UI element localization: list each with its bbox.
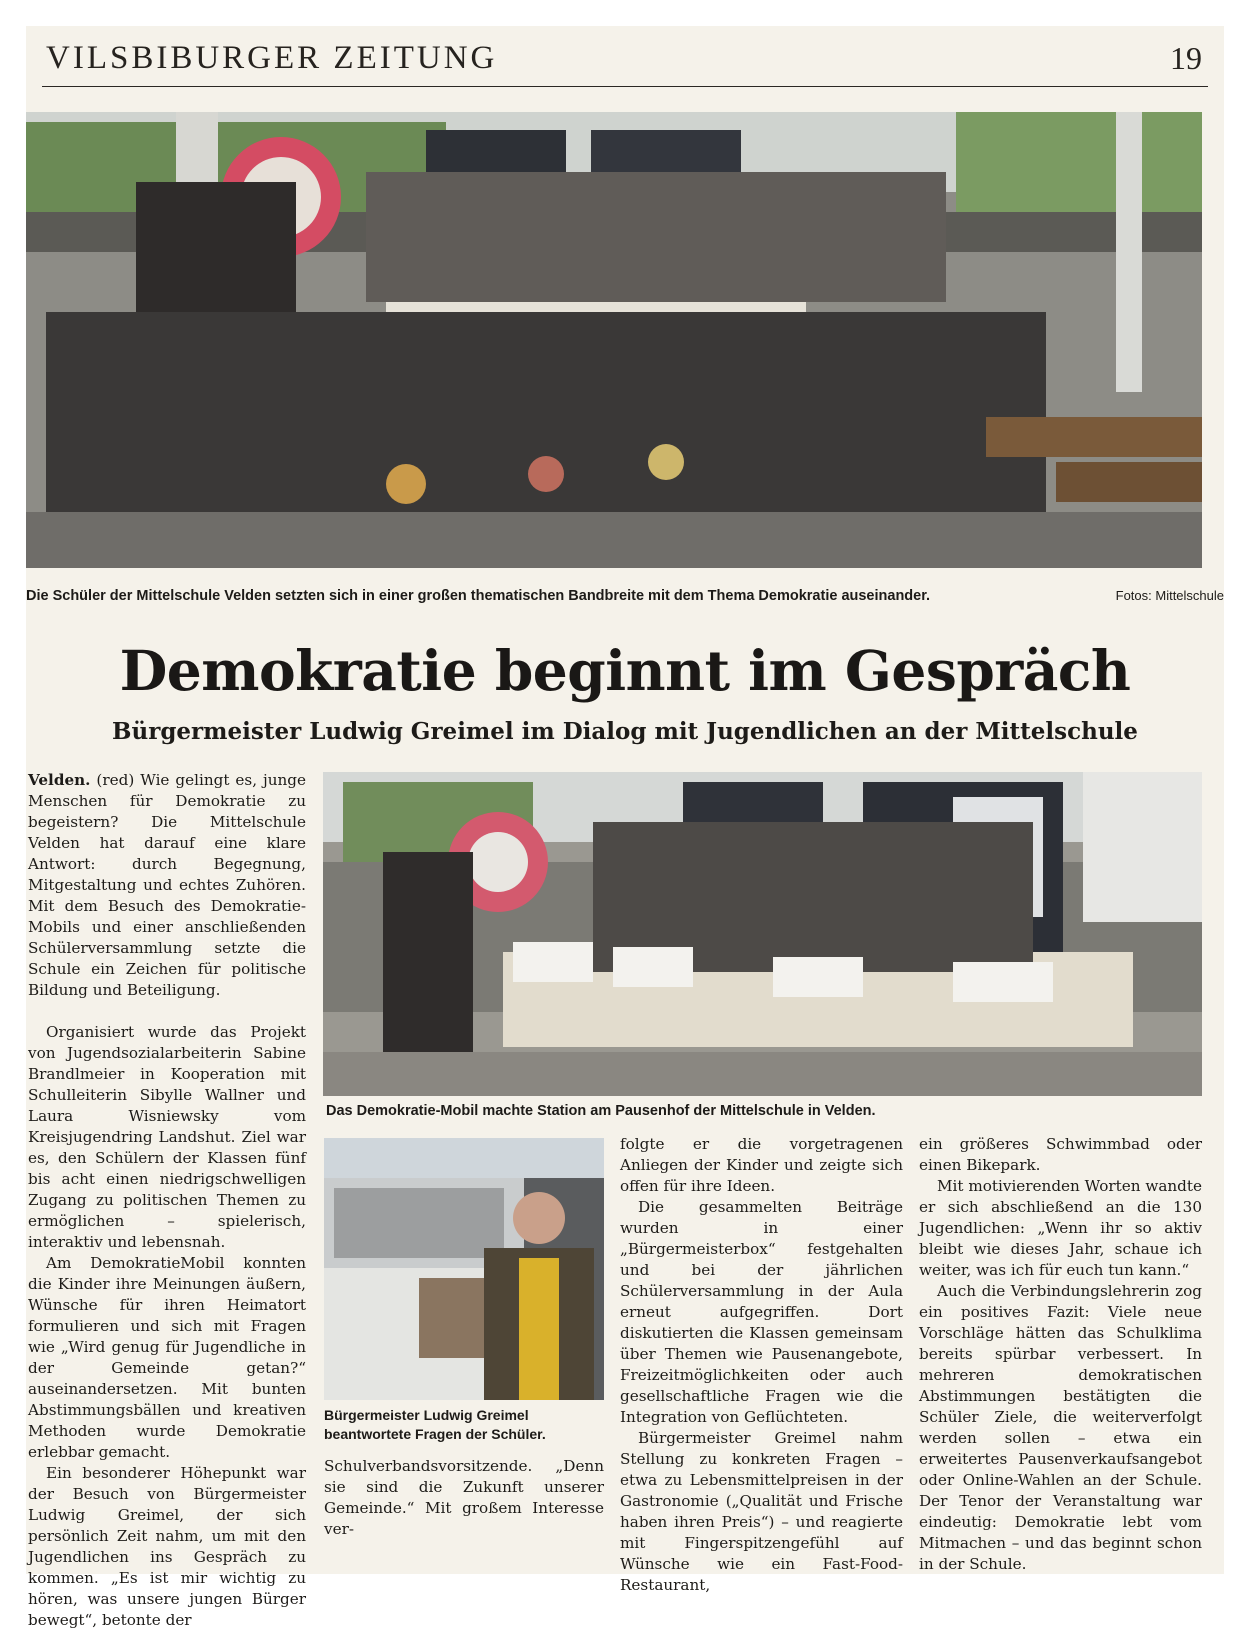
article-paragraph: Ein besonderer Höhepunkt war der Besuch von Bürgermeister Ludwig Greimel, der sich persönlich Zeit nahm, um mit den Jugendlichen ins Gespräch zu kommen. „Es ist mir wichtig zu hören, was unsere jungen Bürger bewegt“, betonte der	[28, 1464, 306, 1629]
article-paragraph: Mit motivierenden Worten wandte er sich abschließend an die 130 Jugendlichen: „Wenn ihr so aktiv bleibt wie dieses Jahr, schaue ich weiter, was ich für euch tun kann.“	[919, 1177, 1202, 1279]
article-paragraph: Am DemokratieMobil konnten die Kinder ihre Meinungen äußern, Wünsche für ihren Heimatort formulieren und sich mit Fragen wie „Wird genug für Jugendliche in der Gemeinde getan?“ auseinandersetzen. Mit bunten Abstimmungsbällen und kreativen Methoden wurde Demokratie erlebbar gemacht.	[28, 1254, 306, 1461]
article-subheadline: Bürgermeister Ludwig Greimel im Dialog mit Jugendlichen an der Mittelschule	[112, 718, 1138, 745]
mayor-photo	[324, 1138, 604, 1400]
page-number: 19	[1170, 40, 1202, 76]
article-paragraph: Die gesammelten Beiträge wurden in einer „Bürgermeisterbox“ festgehalten und bei der jährlichen Schülerversammlung in der Aula erneut aufgegriffen. Dort diskutierten die Klassen gemeinsam über Themen wie Pausenangebote, Freizeitmöglichkeiten oder auch gesellschaftliche Fragen wie die Integration von Geflüchteten.	[620, 1198, 903, 1426]
top-group-photo	[26, 112, 1202, 568]
middle-photo-caption: Das Demokratie-Mobil machte Station am Pausenhof der Mittelschule in Velden.	[326, 1103, 876, 1119]
demokratie-mobil-photo	[323, 772, 1202, 1096]
article-column-4	[919, 1134, 1202, 1573]
photo-credit: Fotos: Mittelschule	[1115, 588, 1224, 603]
article-paragraph: Auch die Verbindungslehrerin zog ein positives Fazit: Viele neue Vorschläge hätten das Schulklima bereits spürbar verbessert. In mehreren demokratischen Abstimmungen bestätigten die Schüler Ziele, die weiterverfolgt werden sollen – etwa ein erweitertes Pausenverkaufsangebot oder Online-Wahlen an der Schule. Der Tenor der Veranstaltung war eindeutig: Demokratie lebt vom Mitmachen – und das beginnt schon in der Schule.	[919, 1282, 1202, 1573]
newspaper-name: VILSBIBURGER ZEITUNG	[46, 40, 498, 76]
newspaper-page	[26, 26, 1224, 1629]
masthead	[42, 34, 1208, 87]
article-paragraph: Schulverbandsvorsitzende. „Denn sie sind die Zukunft unserer Gemeinde.“ Mit großem Interesse ver-	[324, 1457, 604, 1538]
article-paragraph: ein größeres Schwimmbad oder einen Bikepark.	[919, 1135, 1202, 1174]
article-headline: Demokratie beginnt im Gespräch	[119, 638, 1131, 703]
top-photo-caption: Die Schüler der Mittelschule Velden setzten sich in einer großen thematischen Bandbreite mit dem Thema Demokratie auseinander.	[26, 588, 931, 604]
article-paragraph: folgte er die vorgetragenen Anliegen der Kinder und zeigte sich offen für ihre Ideen.	[620, 1135, 903, 1195]
mayor-photo-caption: Bürgermeister Ludwig Greimel beantwortete Fragen der Schüler.	[324, 1407, 546, 1442]
article-paragraph: Velden. (red) Wie gelingt es, junge Menschen für Demokratie zu begeistern? Die Mittelschule Velden hat darauf eine klare Antwort: durch Begegnung, Mitgestaltung und echtes Zuhören. Mit dem Besuch des Demokratie-Mobils und einer anschließenden Schülerversammlung setzte die Schule ein Zeichen für politische Bildung und Beteiligung.	[28, 771, 306, 999]
article-paragraph: Bürgermeister Greimel nahm Stellung zu konkreten Fragen – etwa zu Lebensmittelpreisen in der Gastronomie („Qualität und Frische haben ihren Preis“) – und reagierte mit Fingerspitzengefühl auf Wünsche wie ein Fast-Food-Restaurant,	[620, 1429, 903, 1594]
article-paragraph: Organisiert wurde das Projekt von Jugendsozialarbeiterin Sabine Brandlmeier in Kooperation mit Schulleiterin Sibylle Wallner und Laura Wisniewsky vom Kreisjugendring Landshut. Ziel war es, den Schülern der Klassen fünf bis acht einen niedrigschwelligen Zugang zu politischen Themen zu ermöglichen – spielerisch, interaktiv und lebensnah.	[28, 1023, 306, 1251]
article-column-2	[324, 1456, 604, 1561]
dateline: Velden.	[28, 771, 91, 789]
article-column-1	[28, 770, 306, 1629]
article-column-3	[620, 1134, 903, 1594]
